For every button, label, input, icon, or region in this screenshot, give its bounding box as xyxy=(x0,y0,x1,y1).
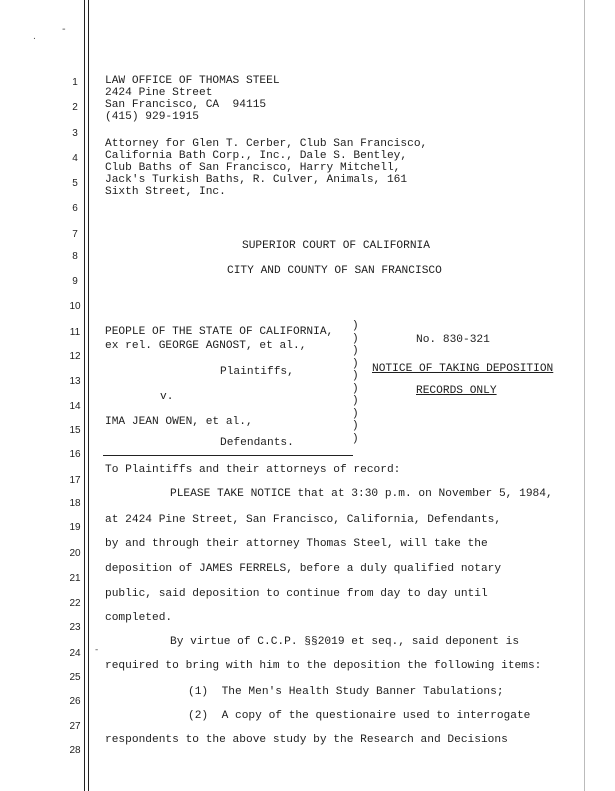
line-number: 18 xyxy=(69,498,81,509)
left-margin-rule-inner xyxy=(88,0,89,791)
attorney-for-line: Attorney for Glen T. Cerber, Club San Francisco, xyxy=(105,138,428,150)
line-number: 21 xyxy=(69,573,81,584)
line-number: 3 xyxy=(72,128,78,139)
line-number: 22 xyxy=(69,598,81,609)
line-number: 20 xyxy=(69,548,81,559)
notice-paragraph-line: completed. xyxy=(105,612,173,624)
line-number: 5 xyxy=(72,178,78,189)
line-number: 8 xyxy=(72,251,78,262)
line-number: 11 xyxy=(69,327,81,338)
line-number: 6 xyxy=(72,203,78,214)
item-line: respondents to the above study by the Research and Decisions xyxy=(105,734,508,746)
line-number: 27 xyxy=(69,721,81,732)
caption-paren: ) xyxy=(352,320,359,332)
versus: v. xyxy=(160,391,174,403)
item-line: (1) The Men's Health Study Banner Tabulations; xyxy=(188,686,504,698)
stray-mark: - xyxy=(62,24,66,35)
notice-paragraph-line: public, said deposition to continue from day to day until xyxy=(105,588,488,600)
line-number: 1 xyxy=(72,77,78,88)
line-number: 25 xyxy=(69,672,81,683)
attorney-for-line: Jack's Turkish Baths, R. Culver, Animals, 161 xyxy=(105,174,408,186)
line-number: 4 xyxy=(72,153,78,164)
caption-paren: ) xyxy=(352,332,359,345)
firm-street: 2424 Pine Street xyxy=(105,87,213,99)
line-number: 28 xyxy=(69,745,81,756)
line-number: 7 xyxy=(72,229,78,240)
caption-paren: ) xyxy=(352,370,359,382)
case-number: No. 830-321 xyxy=(416,334,490,346)
line-number: 16 xyxy=(69,449,81,460)
line-number: 13 xyxy=(69,376,81,387)
defendants-label: Defendants. xyxy=(220,437,294,449)
caption-paren: ) xyxy=(352,345,359,357)
salutation: To Plaintiffs and their attorneys of record: xyxy=(105,464,401,476)
left-margin-rule-outer xyxy=(84,0,85,791)
line-number: 23 xyxy=(69,622,81,633)
right-margin-rule xyxy=(584,0,585,791)
line-number: 10 xyxy=(69,301,81,312)
plaintiff-name: PEOPLE OF THE STATE OF CALIFORNIA, xyxy=(105,326,334,338)
attorney-for-line: Club Baths of San Francisco, Harry Mitchell, xyxy=(105,162,401,174)
line-number: 24 xyxy=(69,648,81,659)
item-line: (2) A copy of the questionaire used to interrogate xyxy=(188,710,531,722)
document-subtitle: RECORDS ONLY xyxy=(416,385,497,397)
notice-paragraph-line: deposition of JAMES FERRELS, before a duly qualified notary xyxy=(105,563,502,575)
caption-paren: ) xyxy=(352,357,359,370)
line-number: 17 xyxy=(69,475,81,486)
notice-paragraph-line: by and through their attorney Thomas Steel, will take the xyxy=(105,538,488,550)
plaintiffs-label: Plaintiffs, xyxy=(220,366,294,378)
caption-paren: ) xyxy=(352,395,359,407)
court-name: SUPERIOR COURT OF CALIFORNIA xyxy=(242,240,430,252)
line-number: 26 xyxy=(69,696,81,707)
line-number: 14 xyxy=(69,401,81,412)
caption-paren: ) xyxy=(352,407,359,420)
line-number: 19 xyxy=(69,522,81,533)
document-title: NOTICE OF TAKING DEPOSITION xyxy=(372,363,554,375)
firm-name: LAW OFFICE OF THOMAS STEEL xyxy=(105,75,280,87)
stray-mark: - xyxy=(95,645,99,655)
stray-mark: . xyxy=(33,32,36,42)
caption-paren: ) xyxy=(352,432,359,445)
caption-paren: ) xyxy=(352,420,359,432)
line-number: 9 xyxy=(72,276,78,287)
caption-bottom-rule xyxy=(103,455,353,456)
statute-paragraph-line: required to bring with him to the deposition the following items: xyxy=(105,660,542,672)
attorney-for-line: California Bath Corp., Inc., Dale S. Bentley, xyxy=(105,150,408,162)
line-number: 2 xyxy=(72,102,78,113)
statute-paragraph-line: By virtue of C.C.P. §§2019 et seq., said deponent is xyxy=(170,636,520,648)
plaintiff-relator: ex rel. GEORGE AGNOST, et al., xyxy=(105,340,307,352)
line-number: 12 xyxy=(69,351,81,362)
caption-paren: ) xyxy=(352,382,359,395)
firm-city: San Francisco, CA 94115 xyxy=(105,99,267,111)
notice-paragraph-line: PLEASE TAKE NOTICE that at 3:30 p.m. on November 5, 1984, xyxy=(170,488,553,500)
firm-phone: (415) 929-1915 xyxy=(105,111,199,123)
court-county: CITY AND COUNTY OF SAN FRANCISCO xyxy=(227,265,442,277)
line-number: 15 xyxy=(69,425,81,436)
attorney-for-line: Sixth Street, Inc. xyxy=(105,186,226,198)
defendant-name: IMA JEAN OWEN, et al., xyxy=(105,416,253,428)
notice-paragraph-line: at 2424 Pine Street, San Francisco, California, Defendants, xyxy=(105,514,502,526)
